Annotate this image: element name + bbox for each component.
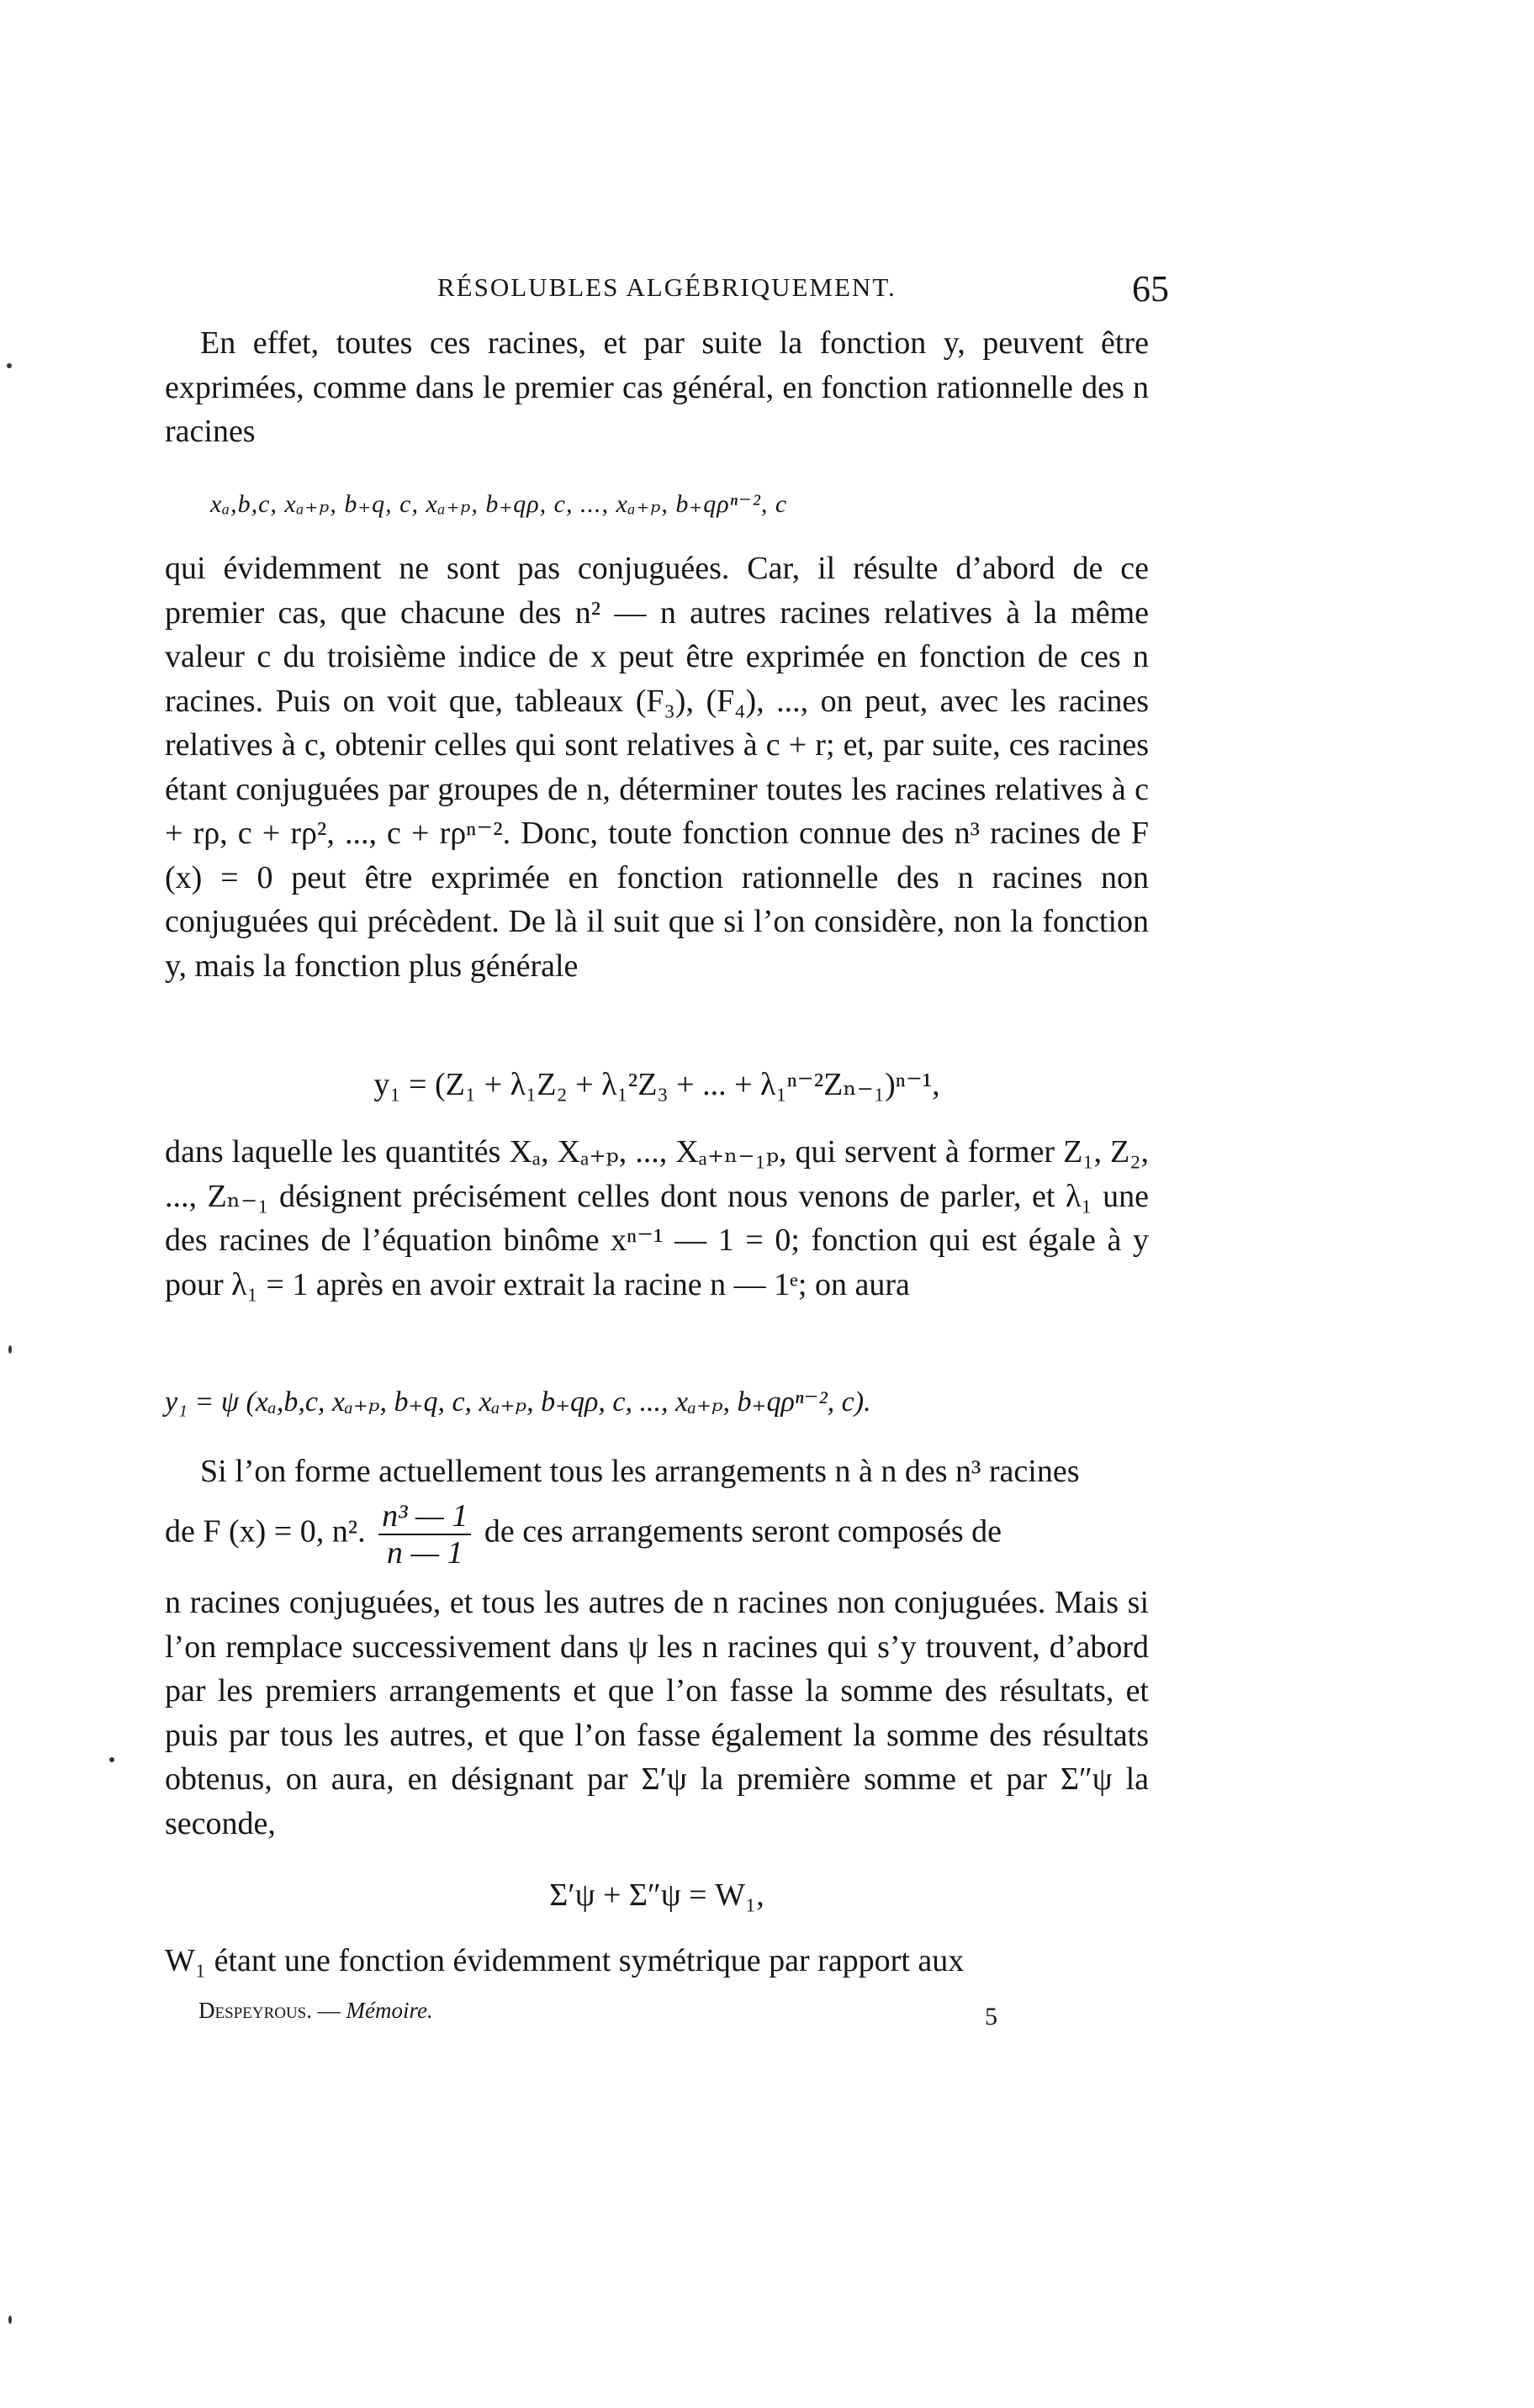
margin-speck: [8, 1345, 12, 1354]
page-footer: [198, 1998, 997, 2031]
running-header: [437, 267, 1169, 314]
fraction-denominator: n — 1: [386, 1535, 463, 1571]
paragraph-4: Si l’on forme actuellement tous les arrangements n à n des n³ racines: [200, 1454, 1080, 1489]
paragraph-5: n racines conjuguées, et tous les autres de n racines non conjuguées. Mais si l’on remplace successivement dans ψ les n racines qui s’y trouvent, d’abord par les premiers arrangements et que l’on fasse la somme des résultats, et puis par tous les autres, et que l’on fasse également la somme des résultats obtenus, on aura, en désignant par Σ′ψ la première somme et par Σ″ψ la seconde,: [165, 1585, 1149, 1841]
footer-signature: [198, 1998, 433, 2024]
margin-speck: [109, 1757, 114, 1762]
paragraph-2-block: [165, 547, 1149, 988]
paragraph-1-block: [165, 321, 1149, 454]
margin-speck: [7, 363, 12, 368]
count-suffix: de ces arrangements seront composés de: [484, 1513, 1002, 1550]
formula-y1-psi: y₁ = ψ (xₐ,b,c, xₐ₊ₚ, b₊q, c, xₐ₊ₚ, b₊qρ, c, ..., xₐ₊ₚ, b₊qρⁿ⁻², c).: [165, 1386, 871, 1418]
paragraph-2: qui évidemment ne sont pas conjuguées. Car, il résulte d’abord de ce premier cas, que chacune des n² — n autres racines relatives à la même valeur c du troisième indice de x peut être exprimée en fonction de ces n racines. Puis on voit que, tableaux (F₃), (F₄), ..., on peut, avec les racines relatives à c, obtenir celles qui sont relatives à c + r; et, par suite, ces racines étant conjuguées par groupes de n, déterminer toutes les racines relatives à c + rρ, c + rρ², ..., c + rρⁿ⁻². Donc, toute fonction connue des n³ racines de F (x) = 0 peut être exprimée en fonction rationnelle des n racines non conjuguées qui précèdent. De là il suit que si l’on considère, non la fonction y, mais la fonction plus générale: [165, 551, 1149, 984]
count-prefix: de F (x) = 0, n².: [165, 1513, 366, 1550]
paragraph-5-block: [165, 1581, 1149, 1846]
paragraph-6: W₁ étant une fonction évidemment symétrique par rapport aux: [165, 1943, 965, 1978]
paragraph-6-block: [165, 1939, 1149, 1983]
fraction-numerator: n³ — 1: [378, 1498, 471, 1535]
fraction: [378, 1498, 471, 1571]
sheet-signature: 5: [985, 2003, 997, 2030]
formula-roots-list: xₐ,b,c, xₐ₊ₚ, b₊q, c, xₐ₊ₚ, b₊qρ, c, ..., xₐ₊ₚ, b₊qρⁿ⁻², c: [210, 490, 788, 518]
footer-author: Despeyrous.: [198, 1998, 312, 2023]
formula-sum-equation: Σ′ψ + Σ″ψ = W₁,: [549, 1877, 764, 1913]
margin-speck: [8, 2316, 12, 2324]
page-number: 65: [1132, 268, 1169, 309]
formula-y1-definition: y₁ = (Z₁ + λ₁Z₂ + λ₁²Z₃ + ... + λ₁ⁿ⁻²Zₙ₋₁)ⁿ⁻¹,: [373, 1067, 940, 1102]
fraction-line: [165, 1498, 1149, 1571]
paragraph-3: dans laquelle les quantités Xₐ, Xₐ₊ₚ, ..., Xₐ₊ₙ₋₁ₚ, qui servent à former Z₁, Z₂, ..., Zₙ₋₁ désignent précisément celles dont nous venons de parler, et λ₁ une des racines de l’équation binôme xⁿ⁻¹ — 1 = 0; fonction qui est égale à y pour λ₁ = 1 après en avoir extrait la racine n — 1ᵉ; on aura: [165, 1134, 1149, 1302]
footer-work: Mémoire.: [346, 1998, 433, 2023]
paragraph-3-block: [165, 1130, 1149, 1307]
paragraph-4-block: [165, 1450, 1149, 1494]
footer-separator: —: [312, 1998, 346, 2023]
paragraph-1: En effet, toutes ces racines, et par suite la fonction y, peuvent être exprimées, comme dans le premier cas général, en fonction rationnelle des n racines: [165, 325, 1149, 449]
running-title: RÉSOLUBLES ALGÉBRIQUEMENT.: [437, 272, 897, 302]
